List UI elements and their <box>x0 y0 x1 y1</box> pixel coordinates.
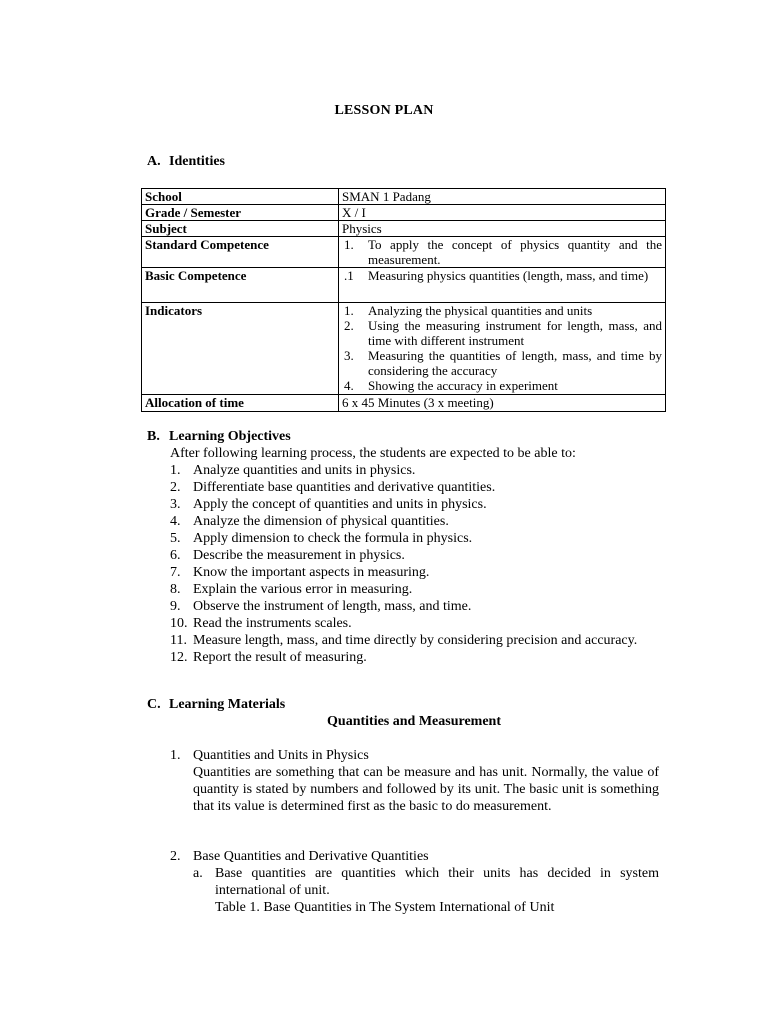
indicator-text: Analyzing the physical quantities and units <box>368 303 593 318</box>
objective-number: 12. <box>170 650 188 665</box>
objective-text: Differentiate base quantities and derivative quantities. <box>193 480 496 495</box>
material-body: Quantities are something that can be measure and has unit. Normally, the value of quantity is stated by numbers and followed by its unit. The basic unit is something that its value is determined first as the basic to do measurement. <box>193 765 659 814</box>
table-row <box>142 221 666 237</box>
objective-number: 2. <box>170 480 181 495</box>
subject-value: Physics <box>339 221 666 237</box>
objectives-intro: After following learning process, the students are expected to be able to: <box>170 446 576 461</box>
objective-text: Report the result of measuring. <box>193 650 367 665</box>
table-row <box>142 268 666 303</box>
section-b-heading <box>147 429 291 445</box>
list-item <box>170 598 659 615</box>
subitem-text: Base quantities are quantities which their units has decided in system international of unit. <box>215 866 659 898</box>
objective-number: 6. <box>170 548 181 563</box>
list-item <box>170 649 659 666</box>
list-item <box>170 479 659 496</box>
section-c-title: Learning Materials <box>169 697 286 712</box>
allocation-value: 6 x 45 Minutes (3 x meeting) <box>339 395 666 412</box>
table-row <box>142 395 666 412</box>
allocation-label: Allocation of time <box>142 395 339 412</box>
standard-competence-label: Standard Competence <box>142 237 339 268</box>
objective-text: Describe the measurement in physics. <box>193 548 405 563</box>
school-value: SMAN 1 Padang <box>339 189 666 205</box>
objective-number: 7. <box>170 565 181 580</box>
objective-text: Explain the various error in measuring. <box>193 582 413 597</box>
objective-number: 8. <box>170 582 181 597</box>
material-title: Base Quantities and Derivative Quantities <box>193 849 429 864</box>
subject-label: Subject <box>142 221 339 237</box>
list-item <box>170 564 659 581</box>
objective-number: 1. <box>170 463 181 478</box>
list-item <box>170 632 659 649</box>
objective-number: 10. <box>170 616 188 631</box>
objective-text: Apply dimension to check the formula in physics. <box>193 531 473 546</box>
material-subitem-a <box>193 865 659 916</box>
objective-text: Observe the instrument of length, mass, and time. <box>193 599 472 614</box>
section-a-title: Identities <box>169 154 225 169</box>
section-a-letter: A. <box>147 154 161 169</box>
indicator-number: 1. <box>344 303 354 318</box>
subitem-letter: a. <box>193 866 203 881</box>
grade-value: X / I <box>339 205 666 221</box>
indicator-text: Measuring the quantities of length, mass, and time by considering the accuracy <box>368 348 662 378</box>
objective-text: Analyze quantities and units in physics. <box>193 463 416 478</box>
indicator-item <box>342 378 662 393</box>
objective-text: Apply the concept of quantities and units in physics. <box>193 497 487 512</box>
objective-text: Know the important aspects in measuring. <box>193 565 430 580</box>
indicator-text: Showing the accuracy in experiment <box>368 378 558 393</box>
indicators-label: Indicators <box>142 303 339 395</box>
list-item <box>170 615 659 632</box>
section-c-letter: C. <box>147 697 161 712</box>
objective-text: Read the instruments scales. <box>193 616 352 631</box>
materials-subtitle: Quantities and Measurement <box>327 714 501 729</box>
table-row <box>142 189 666 205</box>
section-c-heading <box>147 697 285 713</box>
basic-competence-number: .1 <box>344 268 354 283</box>
indicator-number: 4. <box>344 378 354 393</box>
standard-competence-value <box>339 237 666 268</box>
indicator-item <box>342 348 662 378</box>
objective-number: 3. <box>170 497 181 512</box>
material-item-2 <box>170 848 659 916</box>
list-item <box>170 530 659 547</box>
section-b-title: Learning Objectives <box>169 429 291 444</box>
page-title: LESSON PLAN <box>334 103 434 118</box>
objective-text: Measure length, mass, and time directly by considering precision and accuracy. <box>193 633 638 648</box>
basic-competence-label: Basic Competence <box>142 268 339 303</box>
basic-competence-text: Measuring physics quantities (length, mass, and time) <box>368 268 649 283</box>
material-item-1 <box>170 747 659 815</box>
indicator-number: 3. <box>344 348 354 363</box>
indicators-value <box>339 303 666 395</box>
list-item <box>170 462 659 479</box>
material-title: Quantities and Units in Physics <box>193 748 369 763</box>
table-row <box>142 237 666 268</box>
table-row <box>142 205 666 221</box>
list-item <box>170 581 659 598</box>
standard-competence-text: To apply the concept of physics quantity and the measurement. <box>368 237 662 267</box>
list-item <box>170 547 659 564</box>
indicator-number: 2. <box>344 318 354 333</box>
objective-number: 11. <box>170 633 187 648</box>
objective-number: 5. <box>170 531 181 546</box>
standard-competence-number: 1. <box>344 237 354 252</box>
objective-text: Analyze the dimension of physical quantities. <box>193 514 449 529</box>
basic-competence-value <box>339 268 666 303</box>
objective-number: 4. <box>170 514 181 529</box>
indicator-text: Using the measuring instrument for length, mass, and time with different instrument <box>368 318 662 348</box>
list-item <box>170 513 659 530</box>
identities-table <box>141 188 666 412</box>
indicator-item <box>342 318 662 348</box>
material-number: 1. <box>170 748 181 763</box>
table-row <box>142 303 666 395</box>
list-item <box>170 496 659 513</box>
indicator-item <box>342 303 662 318</box>
section-b-letter: B. <box>147 429 160 444</box>
objective-number: 9. <box>170 599 181 614</box>
table-caption: Table 1. Base Quantities in The System International of Unit <box>215 900 555 915</box>
grade-label: Grade / Semester <box>142 205 339 221</box>
section-a-heading <box>147 154 225 170</box>
school-label: School <box>142 189 339 205</box>
material-number: 2. <box>170 849 181 864</box>
learning-objectives <box>170 445 659 666</box>
